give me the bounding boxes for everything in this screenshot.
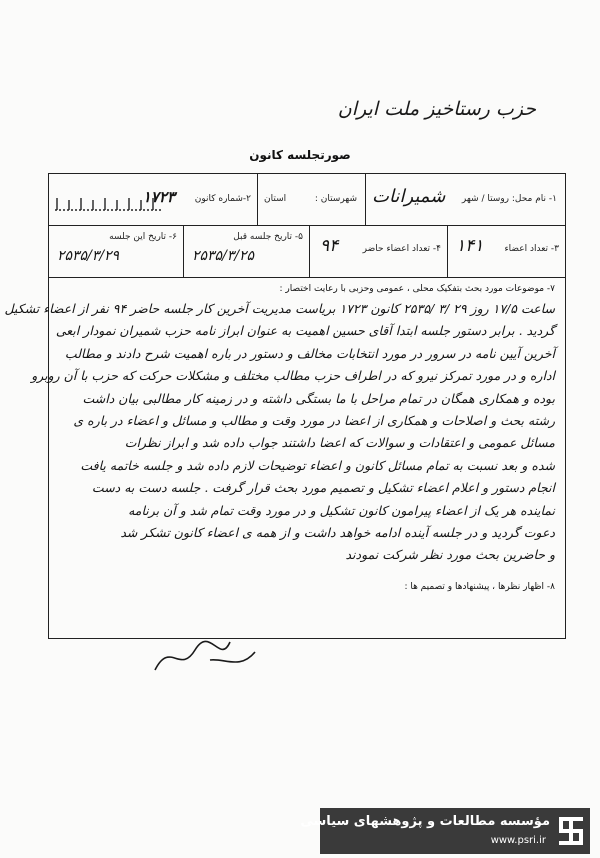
branch-number-dots bbox=[55, 198, 165, 212]
minutes-line: گردید . برابر دستور جلسه ابتدا آقای حسین اهمیت به عنوان ابراز نامه حزب شمیران نمودار ابعی bbox=[55, 323, 555, 339]
minutes-line: دعوت گردید و در جلسه آینده ادامه خواهد داشت و از همه ی اعضاء کانون تشکر شد bbox=[120, 524, 555, 540]
minutes-line: شده و بعد نسبت به تمام مسائل کانون و اعضاء توضیحات لازم داده شد و جلسه خاتمه یافت bbox=[80, 457, 555, 473]
minutes-line: آخرین آیین نامه در سرور در مورد انتخابات مخالف و دستور در باره اهمیت شرح دادند و مطالب bbox=[64, 345, 555, 361]
minutes-line: نماینده هر یک از اعضاء پیرامون کانون تشکیل و در مورد وقت تمام شد و آن برنامه bbox=[128, 502, 555, 518]
members-value: ۱۴۱ bbox=[456, 236, 484, 256]
section7-label: ۷- موضوعات مورد بحث بتفکیک محلی ، عمومی وحزبی با رعایت اختصار : bbox=[279, 284, 555, 294]
minutes-form bbox=[4, 173, 566, 639]
present-cell bbox=[309, 226, 447, 277]
county-cell bbox=[257, 174, 365, 225]
branch-number-value: ۱۷۲۳ bbox=[142, 188, 175, 206]
place-cell bbox=[365, 174, 565, 225]
previous-date-label: ۵- تاریخ جلسه قبل bbox=[233, 232, 303, 242]
footer-org-name: مؤسسه مطالعات و پژوهشهای سیاسی bbox=[300, 814, 550, 829]
meeting-date-value: ۲۵۳۵/۳/۲۹ bbox=[57, 248, 120, 264]
minutes-line: بوده و همکاری همگان در تمام مراحل با ما بستگی داشته و در زمینه کار مطالبی بیان داشت bbox=[82, 390, 555, 406]
branch-number-label: ۲-شماره کانون bbox=[194, 194, 251, 204]
form-title: صورتجلسه کانون bbox=[249, 148, 351, 162]
meeting-date-label: ۶- تاریخ این جلسه bbox=[109, 232, 177, 242]
form-row-counts-dates bbox=[49, 226, 565, 278]
footer-url: www.psri.ir bbox=[490, 835, 546, 846]
signature-scribble bbox=[150, 630, 260, 680]
previous-date-value: ۲۵۳۵/۳/۲۵ bbox=[192, 248, 255, 264]
minutes-line: انجام دستور و اعلام اعضاء تشکیل و تصمیم مورد بحث قرار گرفت . جلسه دست به دست bbox=[91, 480, 555, 496]
footer-banner bbox=[300, 808, 590, 854]
minutes-line: ساعت ۱۷/۵ روز ۲۹ /۳ /۲۵۳۵ کانون ۱۷۲۳ بریاست مدیریت آخرین کار جلسه حاضر ۹۴ نفر از اعضاء تشکیل bbox=[4, 301, 555, 316]
meeting-date-cell bbox=[47, 226, 183, 277]
institute-logo-icon bbox=[556, 813, 586, 849]
place-label: ۱- نام محل: روستا / شهر bbox=[461, 194, 557, 204]
section8-label: ۸- اظهار نظرها ، پیشنهادها و تصمیم ها : bbox=[404, 582, 555, 592]
minutes-line: مسائل عمومی و اعتقادات و سوالات که اعضا داشتند جواب داده شد و ابراز نظرات bbox=[124, 435, 555, 451]
members-label: ۳- تعداد اعضاء bbox=[504, 244, 559, 254]
minutes-line: اداره و در مورد تمرکز نیرو که در اطراف حزب مطالب مختلف و مشکلات حرکت که حزب با آن روبرو bbox=[31, 368, 555, 384]
branch-number-cell bbox=[47, 174, 257, 225]
minutes-line: و حاضرین بحث مورد نظر شرکت نمودند bbox=[345, 547, 555, 563]
present-value: ۹۴ bbox=[320, 236, 339, 256]
members-cell bbox=[447, 226, 565, 277]
party-name-handwritten: حزب رستاخیز ملت ایران bbox=[337, 98, 536, 120]
place-value: شمیرانات bbox=[372, 186, 446, 207]
present-label: ۴- تعداد اعضاء حاضر bbox=[362, 244, 441, 254]
previous-date-cell bbox=[183, 226, 309, 277]
form-row-location bbox=[49, 174, 565, 226]
province-label: استان bbox=[264, 194, 287, 204]
county-label: شهرستان : bbox=[314, 194, 357, 204]
handwritten-minutes bbox=[4, 298, 555, 567]
minutes-line: رشته بحث و اصلاحات و همکاری از اعضا در مورد وقت و مطالب و مسائل و اعضاء در باره ی bbox=[73, 412, 555, 428]
